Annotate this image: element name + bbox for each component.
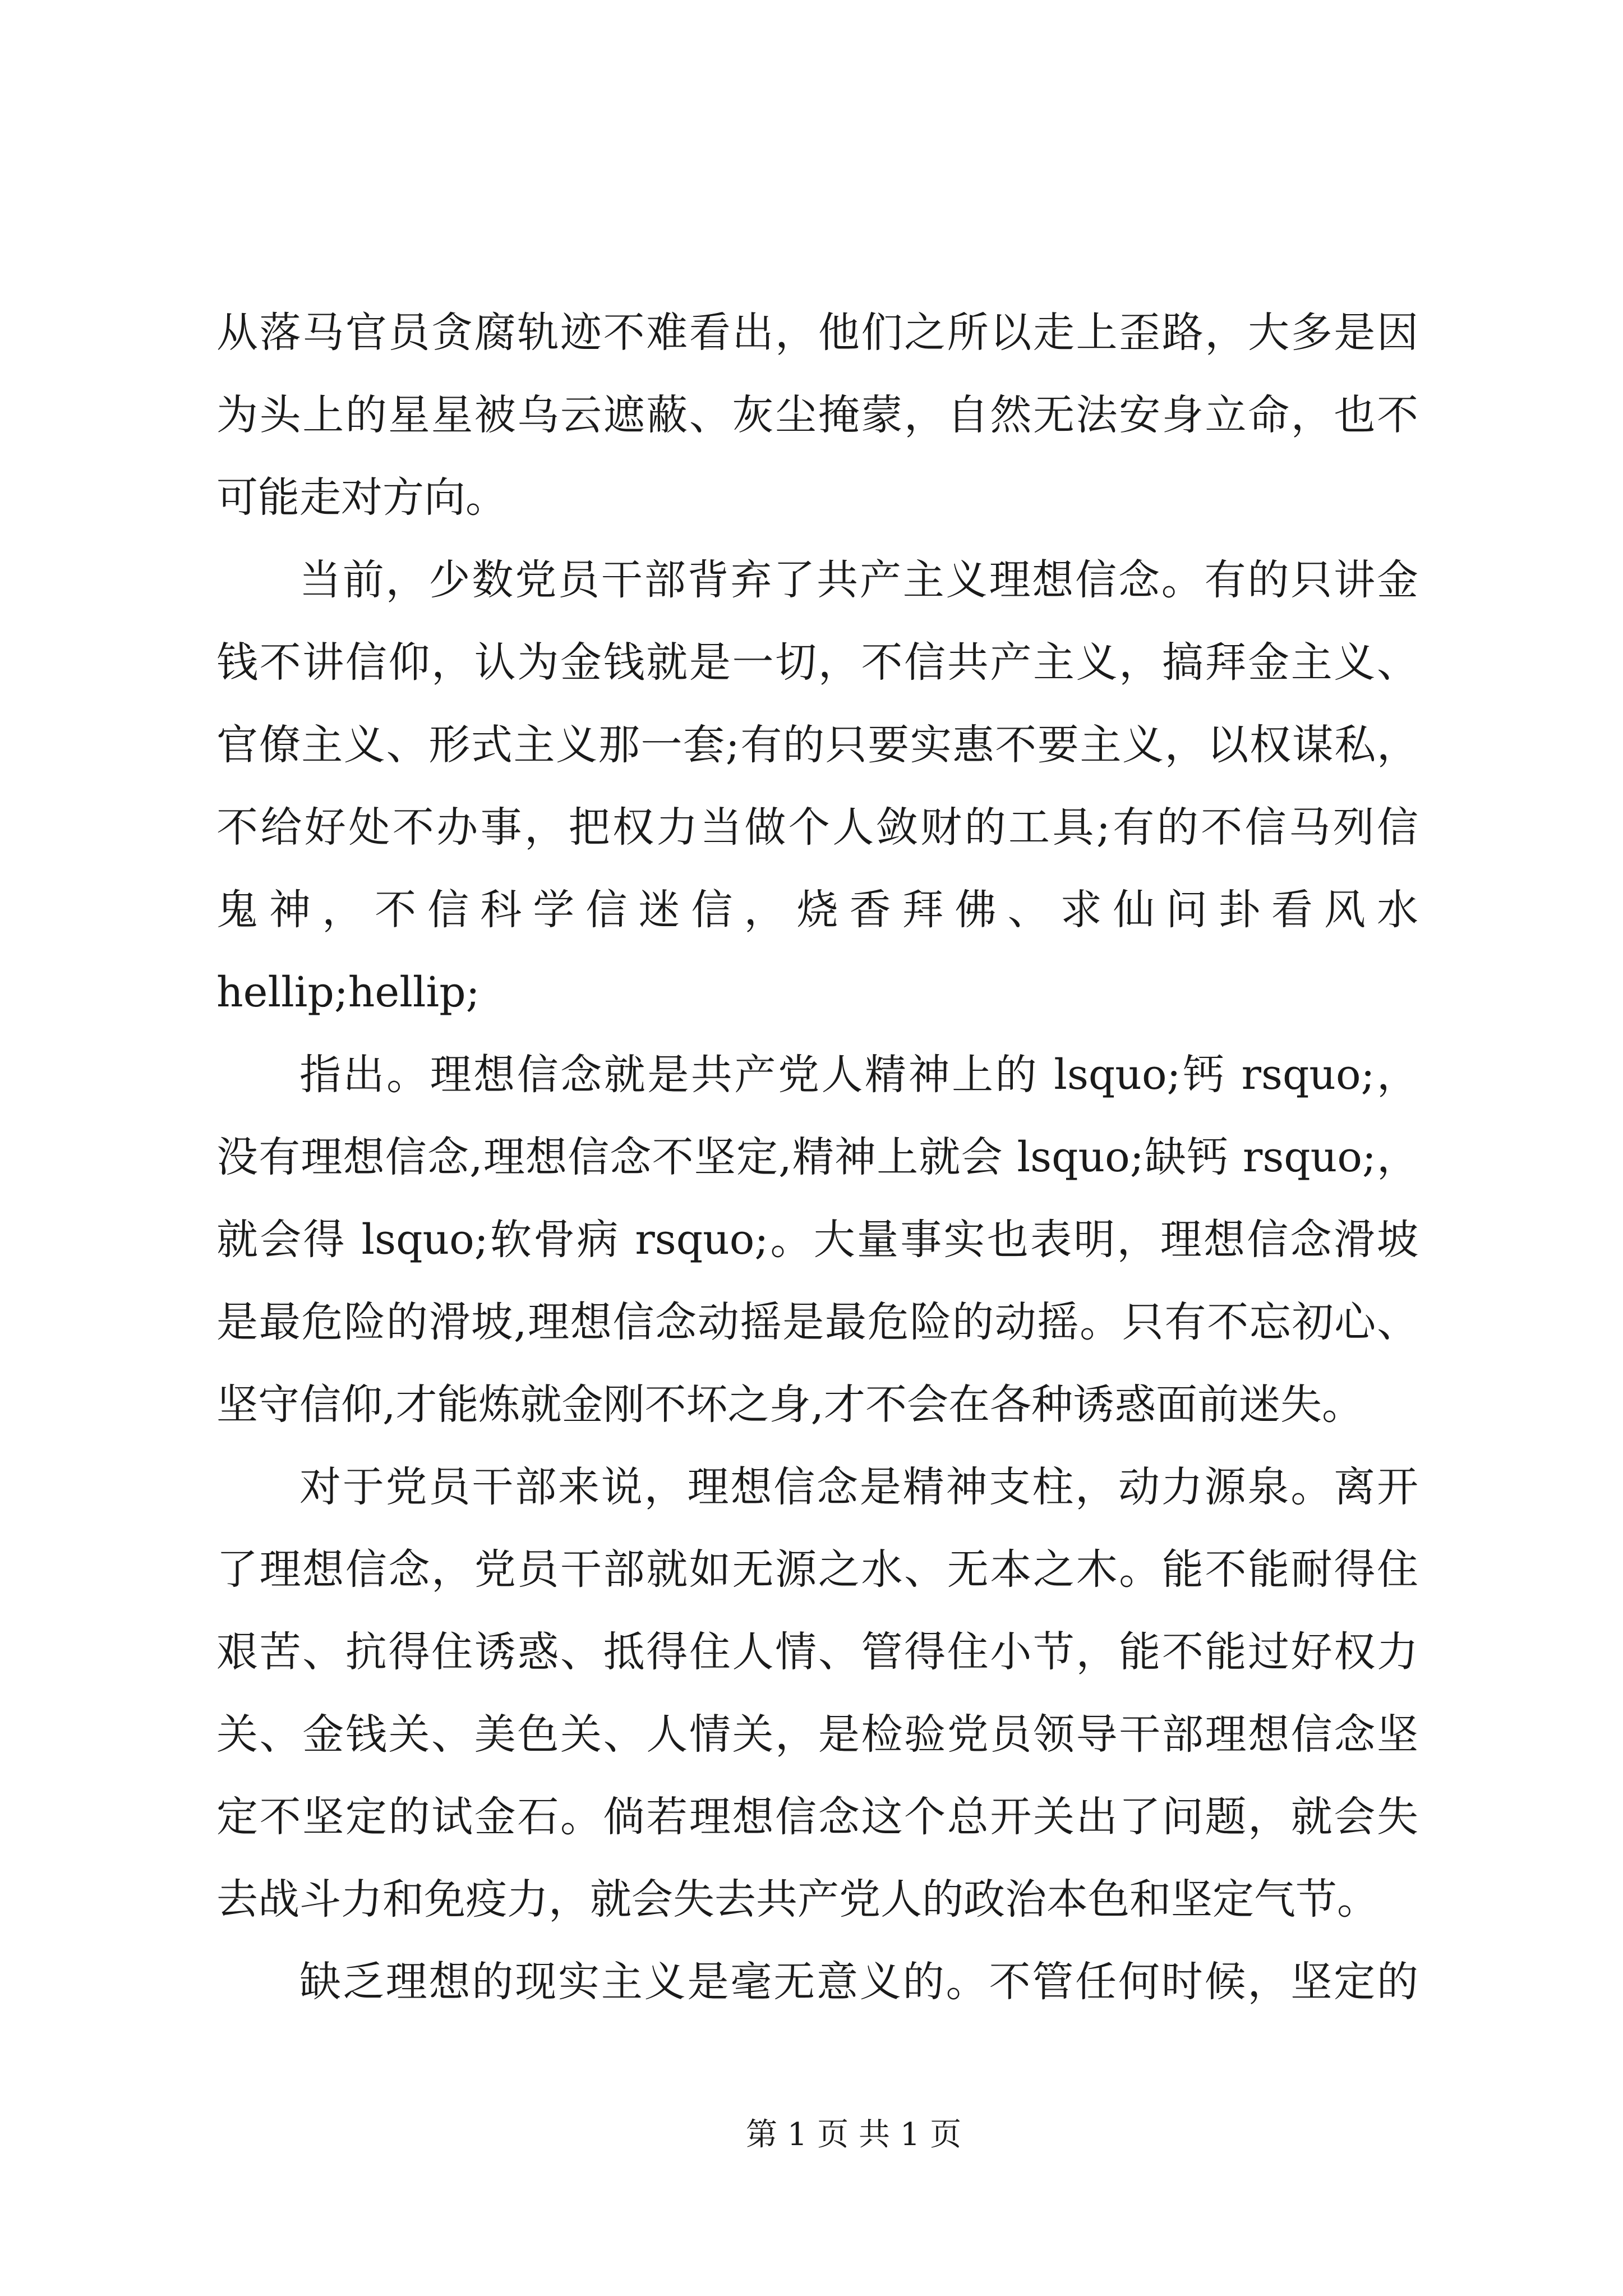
body-line: 当前，少数党员干部背弃了共产主义理想信念。有的只讲金	[299, 556, 1418, 604]
body-line: 可能走对方向。	[216, 473, 507, 522]
body-line: 就会得 lsquo;软骨病 rsquo;。大量事实也表明，理想信念滑坡	[216, 1216, 1418, 1264]
body-line: 不给好处不办事，把权力当做个人敛财的工具;有的不信马列信	[216, 803, 1418, 852]
page-footer: 第 1 页 共 1 页	[746, 2116, 962, 2153]
paragraph	[216, 1034, 1418, 1446]
body-line: 官僚主义、形式主义那一套;有的只要实惠不要主义，以权谋私，	[216, 721, 1418, 769]
body-line: hellip;hellip;	[216, 968, 480, 1016]
body-line: 没有理想信念,理想信念不坚定,精神上就会 lsquo;缺钙 rsquo;，	[216, 1133, 1418, 1181]
body-line: 指出。理想信念就是共产党人精神上的 lsquo;钙 rsquo;，	[299, 1051, 1418, 1099]
paragraph	[216, 1941, 1418, 2023]
body-line: 缺乏理想的现实主义是毫无意义的。不管任何时候，坚定的	[299, 1958, 1418, 2006]
body-line: 了理想信念，党员干部就如无源之水、无本之木。能不能耐得住	[216, 1545, 1418, 1594]
body-line: 为头上的星星被乌云遮蔽、灰尘掩蒙，自然无法安身立命，也不	[216, 391, 1418, 439]
body-line: 关、金钱关、美色关、人情关，是检验党员领导干部理想信念坚	[216, 1710, 1418, 1759]
body-line: 从落马官员贪腐轨迹不难看出，他们之所以走上歪路，大多是因	[216, 309, 1418, 357]
body-line: 对于党员干部来说，理想信念是精神支柱，动力源泉。离开	[299, 1463, 1418, 1511]
body-line: 钱不讲信仰，认为金钱就是一切，不信共产主义，搞拜金主义、	[216, 638, 1418, 687]
paragraph	[216, 539, 1418, 1034]
body-line: 定不坚定的试金石。倘若理想信念这个总开关出了问题，就会失	[216, 1793, 1418, 1841]
paragraph	[216, 292, 1418, 539]
body-line: 去战斗力和免疫力，就会失去共产党人的政治本色和坚定气节。	[216, 1875, 1378, 1924]
body-line: 坚守信仰,才能炼就金刚不坏之身,才不会在各种诱惑面前迷失。	[216, 1381, 1364, 1429]
body-line: 鬼神，不信科学信迷信，烧香拜佛、求仙问卦看风水	[216, 886, 1418, 934]
body-line: 艰苦、抗得住诱惑、抵得住人情、管得住小节，能不能过好权力	[216, 1628, 1418, 1676]
body-line: 是最危险的滑坡,理想信念动摇是最危险的动摇。只有不忘初心、	[216, 1298, 1418, 1346]
document-body	[216, 292, 1418, 2023]
paragraph	[216, 1446, 1418, 1941]
